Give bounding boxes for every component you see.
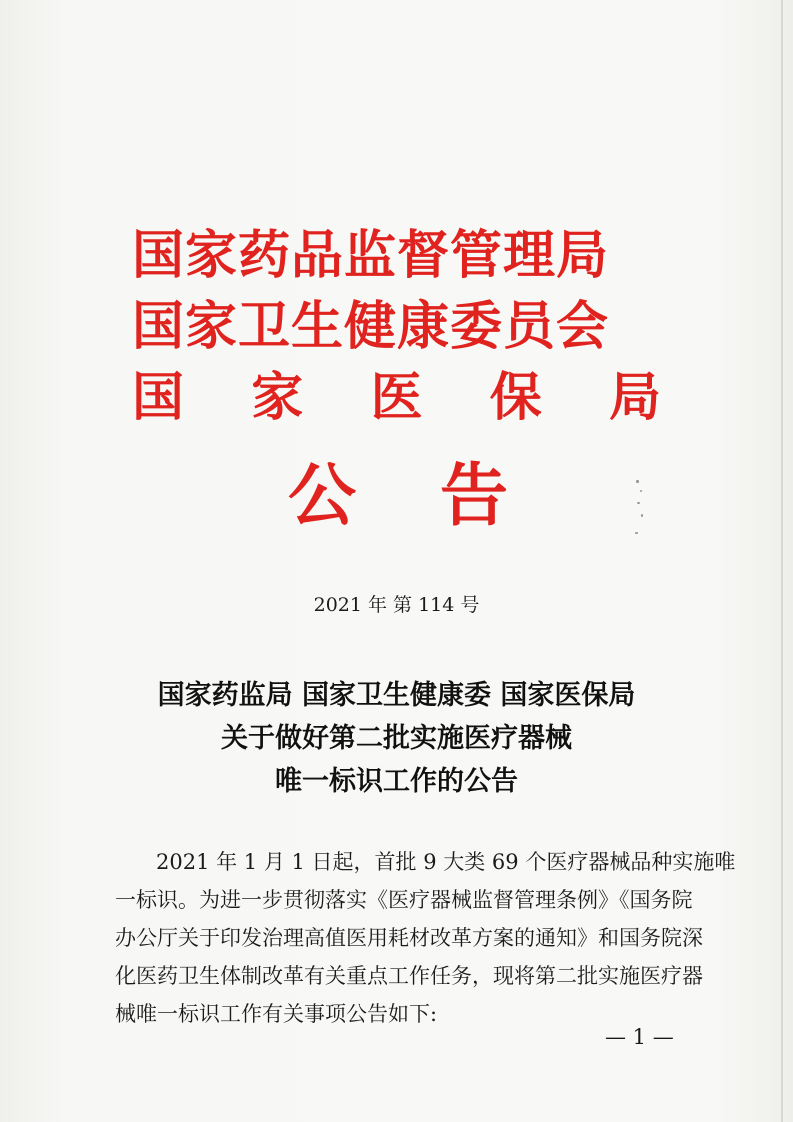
announcement-char: 公	[288, 457, 357, 536]
announcement-label	[288, 457, 508, 537]
issuer-nhsa-char: 国	[132, 368, 186, 428]
title-line: 关于做好第二批实施医疗器械	[221, 723, 572, 754]
body-line: 2021 年 1 月 1 日起，首批 9 大类 69 个医疗器械品种实施唯	[156, 850, 736, 874]
body-line: 一标识。为进一步贯彻落实《医疗器械监督管理条例》《国务院	[115, 888, 693, 912]
title-line: 唯一标识工作的公告	[275, 766, 518, 797]
body-line: 械唯一标识工作有关事项公告如下:	[115, 1002, 438, 1026]
scan-specks	[634, 480, 648, 540]
issuer-nhsa-char: 保	[489, 368, 543, 428]
announcement-char: 告	[439, 457, 508, 536]
title-line: 国家药监局 国家卫生健康委 国家医保局	[157, 680, 636, 711]
issuer-nhsa	[132, 364, 662, 432]
body-line: 化医药卫生体制改革有关重点工作任务，现将第二批实施医疗器	[115, 964, 703, 988]
issuer-nmpa: 国家药品监督管理局	[132, 226, 610, 286]
issuer-nhsa-char: 局	[608, 368, 662, 428]
document-number: 2021 年 第 114 号	[313, 594, 480, 616]
issuer-nhc: 国家卫生健康委员会	[132, 297, 610, 357]
scan-edge	[781, 0, 783, 1122]
issuer-nhsa-char: 家	[251, 368, 305, 428]
issuer-nhsa-char: 医	[370, 368, 424, 428]
body-line: 办公厅关于印发治理高值医用耗材改革方案的通知》和国务院深	[115, 926, 703, 950]
page-number: — 1 —	[605, 1025, 674, 1049]
